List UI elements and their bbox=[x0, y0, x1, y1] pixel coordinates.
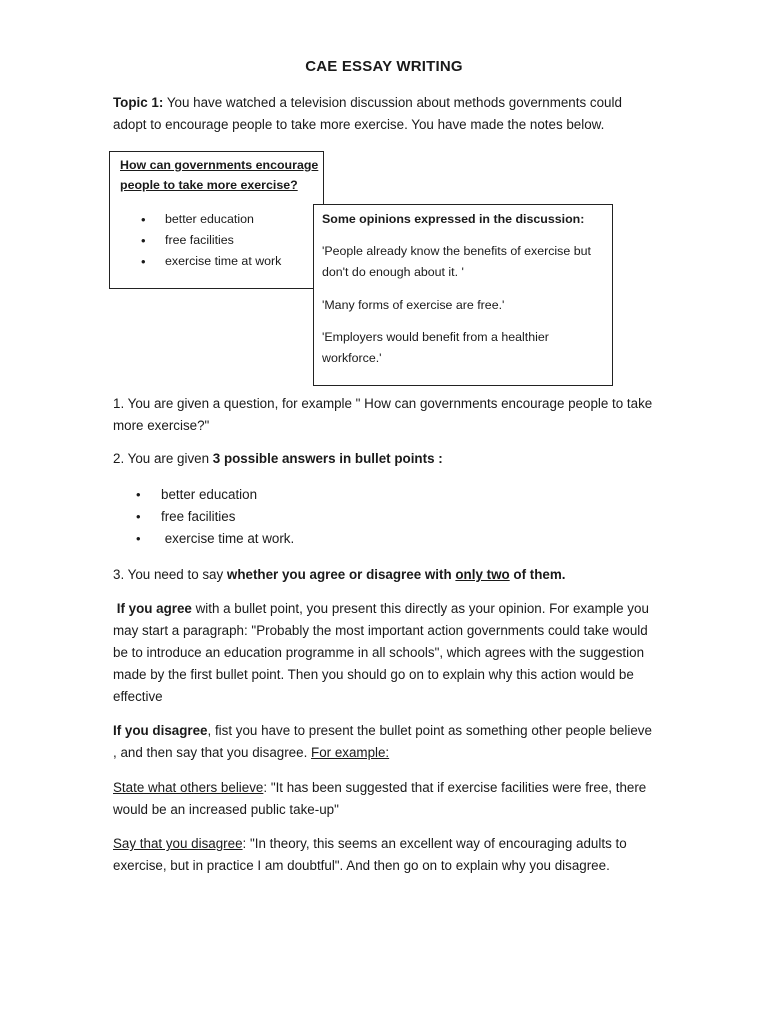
list-item: • exercise time at work bbox=[141, 251, 281, 272]
list-item: • better education bbox=[136, 484, 294, 506]
list-item: • free facilities bbox=[136, 506, 294, 528]
topic-text: You have watched a television discussion about methods governments could adopt to encourage people to take more exercise. You have made the notes below. bbox=[113, 95, 622, 132]
list-item: • free facilities bbox=[141, 230, 281, 251]
page-title: CAE ESSAY WRITING bbox=[305, 58, 463, 75]
bullet-icon: • bbox=[141, 254, 146, 269]
opinions-box-heading: Some opinions expressed in the discussion: bbox=[322, 212, 585, 226]
state-paragraph: State what others believe: "It has been suggested that if exercise facilities were free, there would be an increased public take-up" bbox=[113, 780, 647, 817]
topic-label: Topic 1: bbox=[113, 95, 164, 110]
opinion-item: 'People already know the benefits of exercise but don't do enough about it. ' bbox=[322, 244, 591, 279]
bullet-icon: • bbox=[136, 509, 141, 524]
opinion-item: 'Many forms of exercise are free.' bbox=[322, 298, 505, 312]
opinions-box bbox=[313, 204, 613, 386]
bullet-icon: • bbox=[136, 531, 141, 546]
agree-paragraph: If you agree with a bullet point, you present this directly as your opinion. For example you may start a paragraph: "Probably the most important action governments could take would be to introduce an education programme in all schools", which agrees with the suggestion made by the first bullet point. Then you should go on to explain why this action would be effective bbox=[113, 601, 649, 704]
topic-paragraph bbox=[113, 92, 658, 136]
bullet-icon: • bbox=[136, 487, 141, 502]
answer-bullet-list bbox=[136, 484, 294, 550]
list-item: • better education bbox=[141, 209, 281, 230]
disagree-paragraph: If you disagree, fist you have to present the bullet point as something other people believe , and then say that you disagree. For example: bbox=[113, 723, 652, 760]
notes-box bbox=[109, 151, 324, 289]
list-item: • exercise time at work. bbox=[136, 528, 294, 550]
point-1: 1. You are given a question, for example " How can governments encourage people to take more exercise?" bbox=[113, 396, 653, 433]
say-paragraph: Say that you disagree: "In theory, this seems an excellent way of encouraging adults to exercise, but in practice I am doubtful". And then go on to explain why you disagree. bbox=[113, 836, 627, 873]
point-3: 3. You need to say whether you agree or disagree with only two of them. bbox=[113, 567, 566, 582]
notes-box-heading: How can governments encourage people to take more exercise? bbox=[120, 158, 319, 192]
bullet-icon: • bbox=[141, 233, 146, 248]
bullet-icon: • bbox=[141, 212, 146, 227]
point-2: 2. You are given 3 possible answers in bullet points : bbox=[113, 451, 443, 466]
opinion-item: 'Employers would benefit from a healthier workforce.' bbox=[322, 330, 549, 365]
notes-bullet-list bbox=[141, 209, 281, 272]
